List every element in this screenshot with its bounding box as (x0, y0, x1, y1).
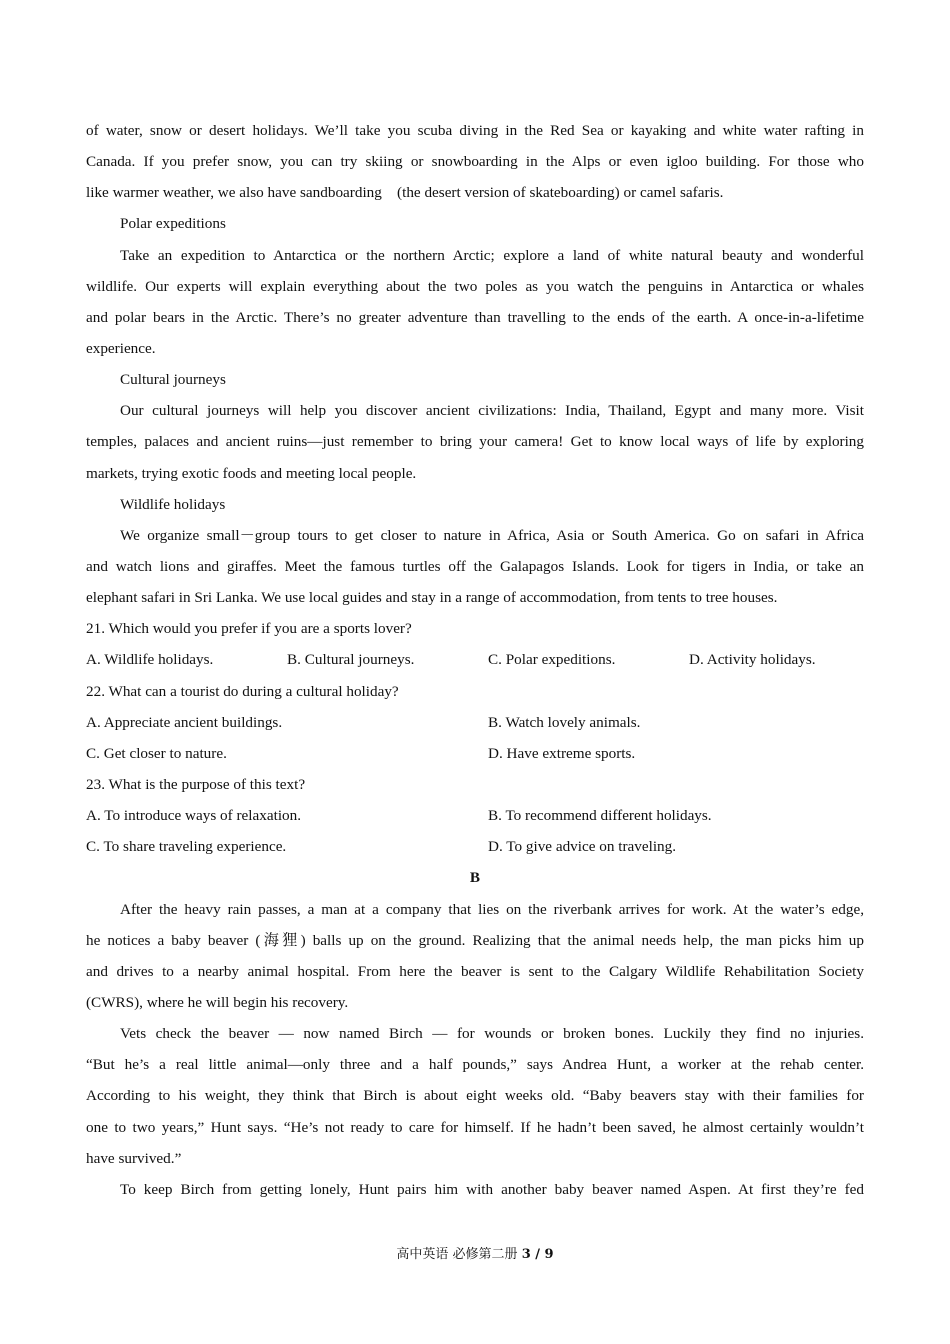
option-b[interactable]: B. To recommend different holidays. (488, 807, 712, 825)
section-heading-polar: Polar expeditions (120, 215, 226, 233)
question-stem-23: 23. What is the purpose of this text? (86, 775, 306, 793)
text-line: have survived.” (86, 1149, 182, 1167)
option-c[interactable]: C. Polar expeditions. (488, 651, 616, 669)
section-heading-cultural: Cultural journeys (120, 371, 226, 389)
option-a[interactable]: A. Wildlife holidays. (86, 651, 214, 669)
option-a[interactable]: A. To introduce ways of relaxation. (86, 807, 302, 825)
text-line: According to his weight, they think that Birch is about eight weeks old. “Baby beavers stay with their families for (86, 1087, 864, 1105)
text-line: wildlife. Our experts will explain everything about the two poles as you watch the penguins in Antarctica or whales (86, 277, 864, 295)
question-options-22-row2 (86, 738, 864, 769)
text-line: (CWRS), where he will begin his recovery. (86, 993, 349, 1011)
page-footer (0, 1243, 950, 1262)
text-line: We organize small－group tours to get closer to nature in Africa, Asia or South America. Go on safari in Africa (120, 526, 864, 544)
text-line: and watch lions and giraffes. Meet the famous turtles off the Galapagos Islands. Look for tigers in India, or take an (86, 557, 864, 575)
footer-course: 高中英语 必修第二册 (396, 1247, 522, 1262)
text-line: Canada. If you prefer snow, you can try skiing or snowboarding in the Alps or even igloo building. For those who (86, 153, 864, 171)
text-line: of water, snow or desert holidays. We’ll take you scuba diving in the Red Sea or kayaking and white water rafting in (86, 122, 864, 139)
text-line: After the heavy rain passes, a man at a company that lies on the riverbank arrives for work. At the water’s edge, (120, 900, 864, 918)
option-a[interactable]: A. Appreciate ancient buildings. (86, 713, 283, 731)
question-stem-21: 21. Which would you prefer if you are a sports lover? (86, 620, 412, 638)
passage-b-heading: B (469, 869, 481, 887)
option-b[interactable]: B. Cultural journeys. (287, 651, 415, 669)
option-d[interactable]: D. Have extreme sports. (488, 744, 636, 762)
text-line: elephant safari in Sri Lanka. We use local guides and stay in a range of accommodation, from tents to tree houses. (86, 589, 778, 607)
question-options-22-row1 (86, 707, 864, 738)
text-line: and polar bears in the Arctic. There’s no greater adventure than travelling to the ends of the earth. A once-in-a-lifetime (86, 308, 864, 326)
option-d[interactable]: D. To give advice on traveling. (488, 838, 677, 856)
question-options-23-row2 (86, 831, 864, 862)
text-line: Take an expedition to Antarctica or the northern Arctic; explore a land of white natural beauty and wonderful (120, 246, 864, 264)
text-line: “But he’s a real little animal—only three and a half pounds,” says Andrea Hunt, a worker at the rehab center. (86, 1056, 864, 1074)
page-number: 3 / 9 (521, 1247, 554, 1262)
text-line: markets, trying exotic foods and meeting local people. (86, 464, 417, 482)
text-line: temples, palaces and ancient ruins—just remember to bring your camera! Get to know local ways of life by exploring (86, 433, 864, 451)
option-c[interactable]: C. Get closer to nature. (86, 744, 227, 762)
option-b[interactable]: B. Watch lovely animals. (488, 713, 641, 731)
text-line: he notices a baby beaver (海狸) balls up on the ground. Realizing that the animal needs help, the man picks him up (86, 931, 864, 949)
text-line: To keep Birch from getting lonely, Hunt pairs him with another baby beaver named Aspen. At first they’re fed (120, 1180, 864, 1198)
option-c[interactable]: C. To share traveling experience. (86, 838, 287, 856)
question-options-21 (86, 644, 864, 675)
text-line: and drives to a nearby animal hospital. From here the beaver is sent to the Calgary Wildlife Rehabilitation Society (86, 962, 864, 980)
option-d[interactable]: D. Activity holidays. (689, 651, 816, 669)
text-line: Vets check the beaver — now named Birch — for wounds or broken bones. Luckily they find no injuries. (120, 1025, 864, 1043)
question-stem-22: 22. What can a tourist do during a cultural holiday? (86, 682, 399, 700)
text-line: like warmer weather, we also have sandboarding (the desert version of skateboarding) or camel safaris. (86, 184, 724, 202)
text-line: experience. (86, 339, 156, 357)
question-options-23-row1 (86, 800, 864, 831)
section-heading-wildlife: Wildlife holidays (120, 495, 226, 513)
text-line: one to two years,” Hunt says. “He’s not ready to care for himself. If he hadn’t been saved, he almost certainly wouldn’t (86, 1118, 864, 1136)
text-line: Our cultural journeys will help you discover ancient civilizations: India, Thailand, Egypt and many more. Visit (120, 402, 864, 420)
